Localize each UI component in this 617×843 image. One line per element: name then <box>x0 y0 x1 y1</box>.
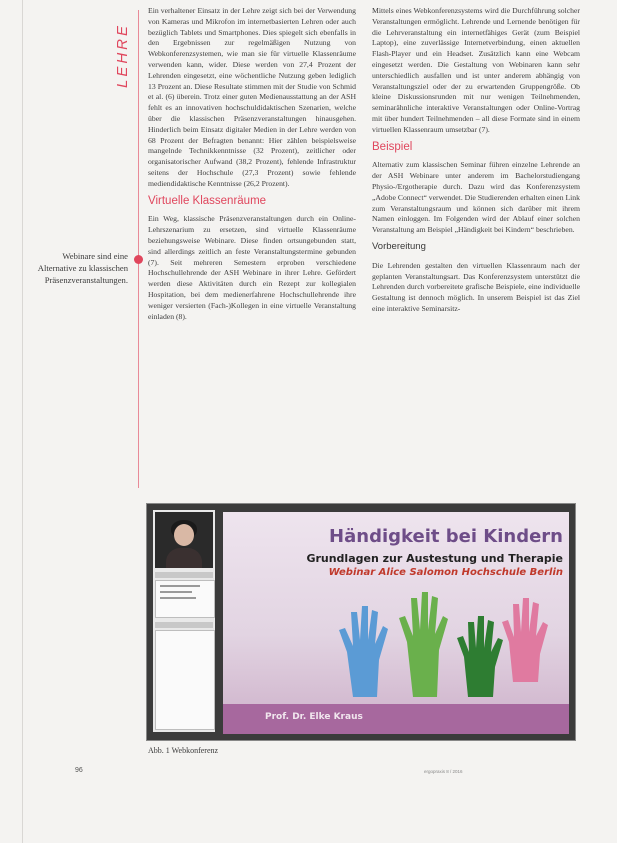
page-number: 96 <box>75 767 83 774</box>
attendee-list <box>155 580 215 618</box>
right-paragraph-1: Mittels eines Webkonferenzsystems wird die Durchführung solcher Veranstaltungen ermöglicht. Lehrende und Lernende benötigen für die Lehrveranstaltung ein internetfähiges Gerät (zum Beispiel Laptop), eine zuverlässige Internetverbindung, einen aktuellen Flash-Player und ein Headset. Zusätzlich kann eine Webcam eingesetzt werden. Die Gestaltung von Webinaren kann sehr unterschiedlich ausfallen und ist unter anderem abhängig von Veranstaltungsziel oder der zu erwartenden Gruppengröße. Ob kleine Diskussionsrunden mit nur wenigen Teilnehmenden, seminarähnliche interaktive Veranstaltungen oder Online-Vortrag mit über hundert Teilnehmenden – all diese Formate sind in einem virtuellen Klassenraum umsetzbar (7). <box>372 6 580 134</box>
left-paragraph-1: Ein verhaltener Einsatz in der Lehre zeigt sich bei der Verwendung von Kameras und Mikrofon im internetbasierten Lehren oder auch bezüglich Tablets und Smartphones. Dies spiegelt sich ebenfalls in den Ergebnissen zur regelmäßigen Nutzung von Webkonferenzsystemen, wie man sie für virtuelle Klassenräume verwenden kann, wider. Diese werden von 27,4 Prozent der Lehrenden eingesetzt, eine wöchentliche Nutzung geben lediglich 13 Prozent an. Diese Resultate stimmen mit der Studie von Schmid et al. (6) überein. Trotz einer guten Medienausstattung an der ASH fehlt es an innovativen hochschuldidaktischen Szenarien, welche über die klassischen Präsenzveranstaltungen hinausgehen. Hinderlich beim Einsatz digitaler Medien in der Lehre werden von 68 Prozent der Befragten benannt: Hier zählen beispielsweise mangelnde Technikkenntnisse (32 Prozent), zeitlicher oder organisatorischer Aufwand (38,2 Prozent), fehlende Infrastruktur seitens der Hochschule (27,3 Prozent) sowie fehlende mediendidaktische Kenntnisse (26,2 Prozent). <box>148 6 356 188</box>
right-column <box>372 6 580 321</box>
heading-beispiel: Beispiel <box>372 140 413 153</box>
hand-darkgreen-icon <box>457 616 503 697</box>
webcam-video <box>155 512 213 568</box>
attendee-panel-header <box>155 572 213 578</box>
hand-green-icon <box>399 592 448 697</box>
slide-subtitle: Grundlagen zur Austestung und Therapie <box>306 552 563 565</box>
figure-caption: Abb. 1 Webkonferenz <box>148 746 219 755</box>
left-column <box>148 6 356 328</box>
left-paragraph-2: Ein Weg, klassische Präsenzveranstaltungen durch ein Online-Lehrszenarium zu ersetzen, sind virtuelle Klassenräume beziehungsweise Webinare. Diese finden ortsungebunden statt, sind allerdings zeitlich an feste Veranstaltungstermine gebunden (7). Seit mehreren Semestern erproben verschiedene Hochschullehrende der ASH Webinare in ihrer Lehre. Gefördert werden diese Aktivitäten durch ein Rezept zur kollegialen Hospitation, bei dem medienerfahrene Hochschullehrende ihre weniger versierten (Fach-)Kollegen in eine virtuelle Veranstaltung einladen (8). <box>148 214 356 321</box>
subheading-vorbereitung: Vorbereitung <box>372 240 426 252</box>
margin-rule <box>138 10 139 488</box>
section-tag-label: LEHRE <box>114 22 132 88</box>
margin-note: Webinare sind eine Alternative zu klassischen Präsenzveranstaltungen. <box>37 251 128 285</box>
hand-blue-icon <box>339 606 388 697</box>
section-tag <box>112 10 134 100</box>
hands-illustration <box>333 582 553 702</box>
attendee-row <box>160 597 196 599</box>
attendee-row <box>160 585 200 587</box>
slide-author-bar <box>223 704 569 734</box>
presenter-face <box>174 524 194 546</box>
chat-panel-header <box>155 622 213 628</box>
hand-pink-icon <box>502 598 548 682</box>
right-paragraph-3: Die Lehrenden gestalten den virtuellen Klassenraum nach der geplanten Veranstaltungsart. Das Konferenzsystem unterstützt die Lehrenden durch vorbereitete grafische Beispiele, eine individuelle Gestaltung ist dennoch möglich. In unserem Beispiel ist das Ziel eine interaktive Seminarsitz- <box>372 260 580 313</box>
chat-panel <box>155 630 215 730</box>
slide-subtitle-institution: Webinar Alice Salomon Hochschule Berlin <box>328 567 563 578</box>
slide-title: Händigkeit bei Kindern <box>329 526 563 547</box>
presentation-slide <box>223 512 569 734</box>
right-paragraph-2: Alternativ zum klassischen Seminar führen einzelne Lehrende an der ASH Webinare unter anderem im Bachelorstudiengang Physio-/Ergotherapie durch. Dazu wird das Konferenzsystem „Adobe Connect“ verwendet. Die Studierenden erhalten einen Link zum Veranstaltungsraum und können sich darüber mit ihrem Namen einloggen. Im Folgenden wird der Ablauf einer solchen Veranstaltung am Beispiel „Händigkeit bei Kindern“ beschrieben. <box>372 160 580 235</box>
heading-virtuelle-klassenraeume: Virtuelle Klassenräume <box>148 194 267 207</box>
journal-footer: ergopraxis 8 / 2016 <box>424 769 463 774</box>
margin-dot <box>134 255 143 264</box>
webinar-side-panel <box>153 510 215 732</box>
page-edge <box>22 0 23 843</box>
attendee-row <box>160 591 192 593</box>
presenter-torso <box>166 548 202 568</box>
figure-webconference <box>146 503 576 741</box>
slide-author-name: Prof. Dr. Elke Kraus <box>265 712 363 722</box>
